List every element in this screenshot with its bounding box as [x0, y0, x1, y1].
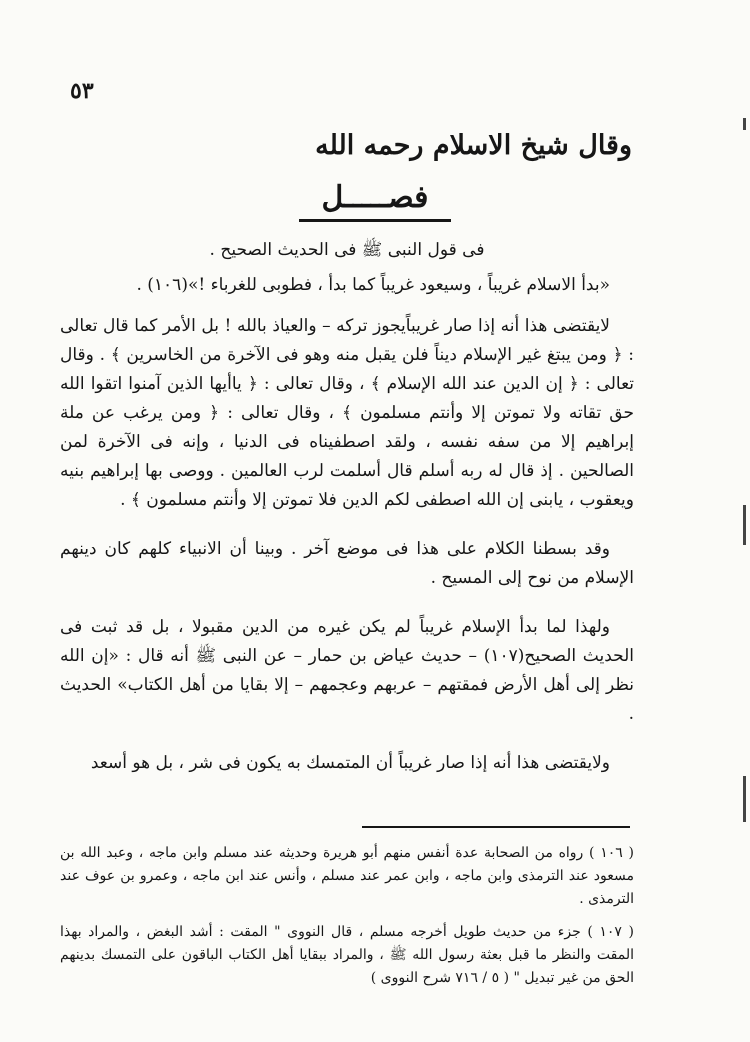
section-title-text: فصـــــل [299, 180, 450, 222]
main-text [60, 236, 634, 798]
scan-edge-mark [743, 776, 746, 822]
section-title [0, 180, 750, 222]
footnotes [60, 842, 634, 1000]
paragraph: وقد بسطنا الكلام على هذا فى موضع آخر . وبينا أن الانبياء كلهم كان دينهم الإسلام من نوح إلى المسيح . [60, 539, 634, 588]
intro-line: فى قول النبى ﷺ فى الحديث الصحيح . [209, 240, 485, 260]
chapter-heading: وقال شيخ الاسلام رحمه الله [315, 130, 632, 161]
scan-edge-mark [743, 505, 746, 545]
paragraph: ولايقتضى هذا أنه إذا صار غريباً أن المتمسك به يكون فى شر ، بل هو أسعد [90, 753, 610, 773]
scan-edge-mark [743, 118, 746, 130]
footnote: ( ١٠٦ ) رواه من الصحابة عدة أنفس منهم أبو هريرة وحديثه عند مسلم وابن ماجه ، وعبد الله بن مسعود عند الترمذى وابن ماجه ، وابن عمر عند مسلم ، وأنس عند ابن ماجه ، وعمرو بن عوف عند الترمذى . [60, 845, 634, 907]
paragraph: ولهذا لما بدأ الإسلام غريباً لم يكن غيره من الدين مقبولا ، بل قد ثبت فى الحديث الصحيح(١٠٧) – حديث عياض بن حمار – عن النبى ﷺ أنه قال : «إن الله نظر إلى أهل الأرض فمقتهم – عربهم وعجمهم – إلا بقايا من أهل الكتاب» الحديث . [60, 617, 634, 724]
paragraph: لايقتضى هذا أنه إذا صار غريباًيجوز تركه – والعياذ بالله ! بل الأمر كما قال تعالى : ﴿ ومن يبتغ غير الإسلام ديناً فلن يقبل منه وهو فى الآخرة من الخاسرين ﴾ . وقال تعالى : ﴿ إن الدين عند الله الإسلام ﴾ ، وقال تعالى : ﴿ ياأيها الذين آمنوا اتقوا الله حق تقاته ولا تموتن إلا وأنتم مسلمون ﴾ ، وقال تعالى : ﴿ ومن يرغب عن ملة إبراهيم إلا من سفه نفسه ، ولقد اصطفيناه فى الدنيا ، وإنه فى الآخرة لمن الصالحين . إذ قال له ربه أسلم قال أسلمت لرب العالمين . ووصى بها إبراهيم بنيه ويعقوب ، يابنى إن الله اصطفى لكم الدين فلا تموتن إلا وأنتم مسلمون ﴾ . [60, 316, 634, 510]
page-number: ٥٣ [70, 78, 94, 104]
hadith-quote: «بدأ الاسلام غريباً ، وسيعود غريباً كما بدأ ، فطوبى للغرباء !»(١٠٦) . [136, 275, 610, 295]
footnote-separator [362, 826, 630, 828]
footnote: ( ١٠٧ ) جزء من حديث طويل أخرجه مسلم ، قال النووى " المقت : أشد البغض ، والمراد بهذا المقت والنظر ما قبل بعثة رسول الله ﷺ ، والمراد ببقايا أهل الكتاب الباقون على التمسك بدينهم الحق من غير تبديل " ( ٥ / ٧١٦ شرح النووى ) [60, 924, 634, 986]
